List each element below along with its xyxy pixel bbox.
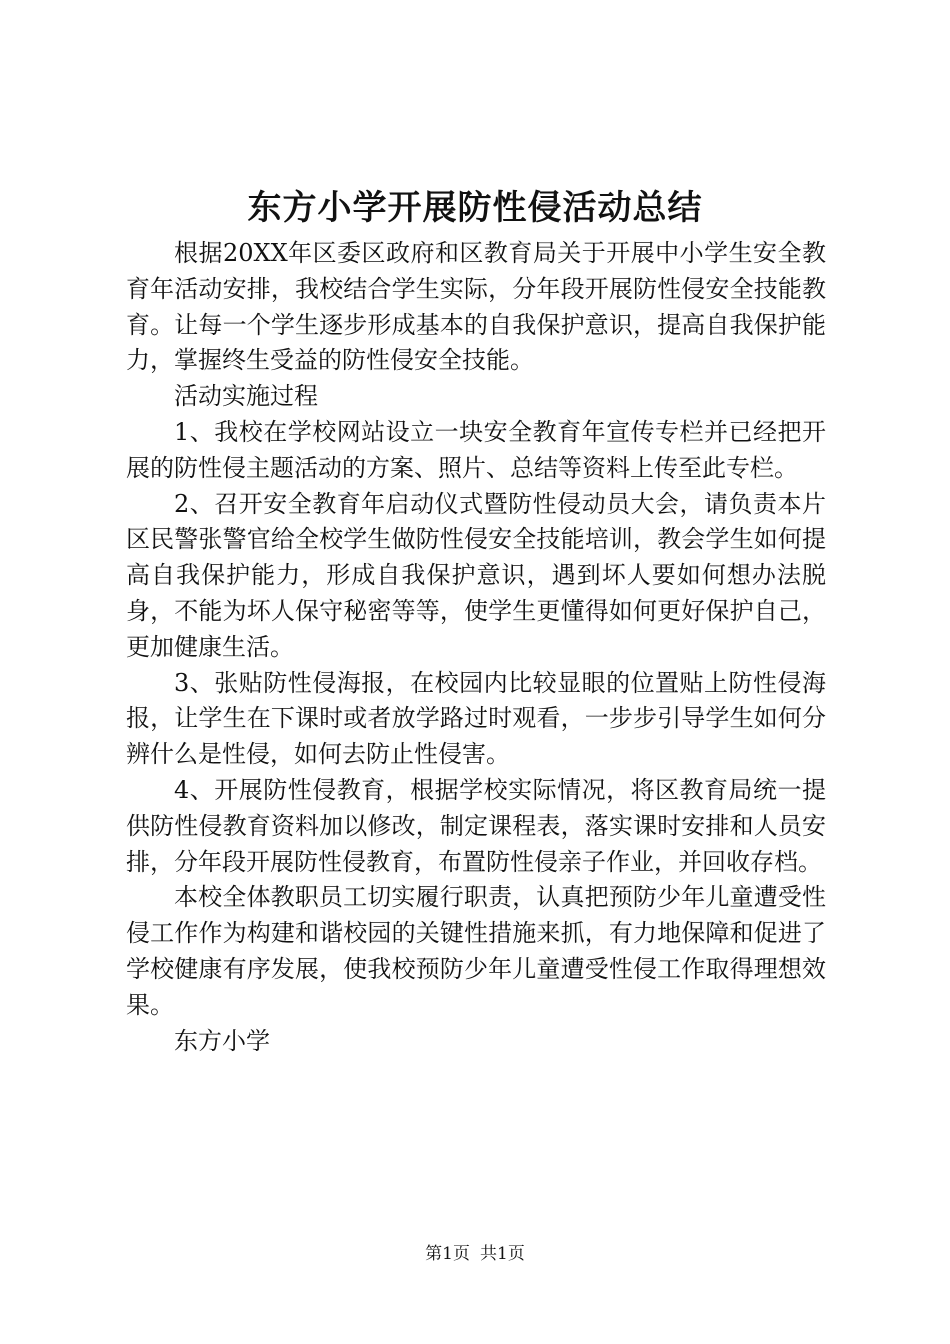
- activity-item-4: 4、开展防性侵教育，根据学校实际情况，将区教育局统一提供防性侵教育资料加以修改，制定课程表，落实课时安排和人员安排，分年段开展防性侵教育，布置防性侵亲子作业，并回收存档。: [126, 775, 826, 876]
- document-title: 东方小学开展防性侵活动总结: [247, 188, 703, 228]
- signature-school-name: 东方小学: [174, 1026, 270, 1055]
- section-heading-process: 活动实施过程: [174, 382, 318, 411]
- page-footer: [0, 1242, 950, 1266]
- intro-paragraph: 根据20XX年区委区政府和区教育局关于开展中小学生安全教育年活动安排，我校结合学生实际，分年段开展防性侵安全技能教育。让每一个学生逐步形成基本的自我保护意识，提高自我保护能力，掌握终生受益的防性侵安全技能。: [126, 239, 826, 375]
- activity-item-2: 2、召开安全教育年启动仪式暨防性侵动员大会，请负责本片区民警张警官给全校学生做防性侵安全技能培训，教会学生如何提高自我保护能力，形成自我保护意识，遇到坏人要如何想办法脱身，不能为坏人保守秘密等等，使学生更懂得如何更好保护自己，更加健康生活。: [126, 489, 826, 661]
- page-number-total: 共1页: [480, 1244, 525, 1264]
- activity-item-1: 1、我校在学校网站设立一块安全教育年宣传专栏并已经把开展的防性侵主题活动的方案、照片、总结等资料上传至此专栏。: [126, 417, 826, 482]
- page-number-current: 第1页: [425, 1244, 470, 1264]
- activity-item-3: 3、张贴防性侵海报，在校园内比较显眼的位置贴上防性侵海报，让学生在下课时或者放学路过时观看，一步步引导学生如何分辨什么是性侵，如何去防止性侵害。: [126, 668, 826, 769]
- conclusion-paragraph: 本校全体教职员工切实履行职责，认真把预防少年儿童遭受性侵工作作为构建和谐校园的关键性措施来抓，有力地保障和促进了学校健康有序发展，使我校预防少年儿童遭受性侵工作取得理想效果。: [126, 883, 826, 1019]
- document-body: [126, 236, 826, 1059]
